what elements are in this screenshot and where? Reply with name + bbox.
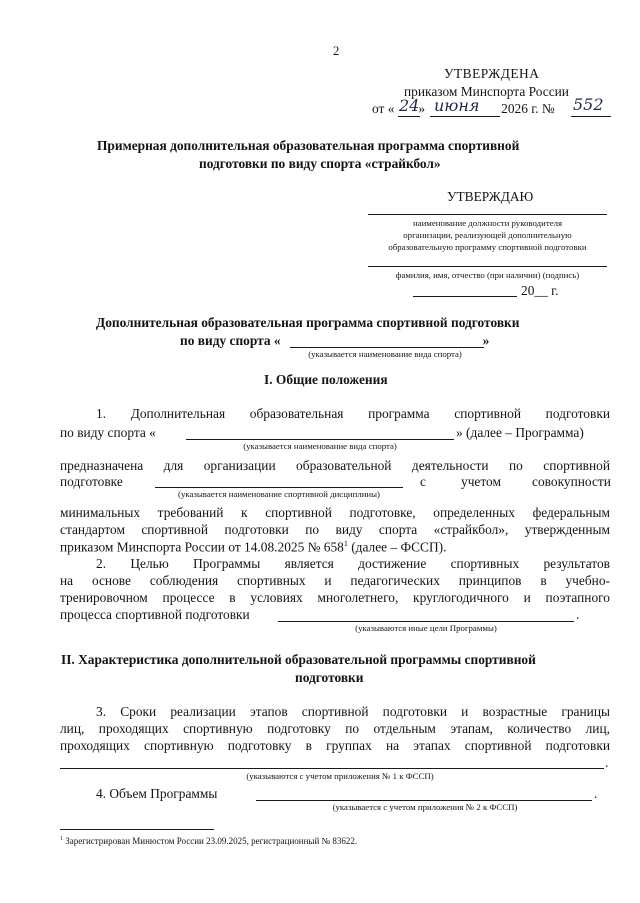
p2-goals-caption: (указываются иные цели Программы) <box>355 623 497 633</box>
p1-line6: стандартом спортивной подготовки по виду спорта «страйкбол», утвержденным <box>60 522 610 537</box>
name-signature-underline <box>368 266 607 267</box>
section1-heading: I. Общие положения <box>264 372 388 387</box>
p1-line4-suffix: совокупности <box>532 474 611 489</box>
p1-line7-end: (далее – ФССП). <box>347 539 447 555</box>
order-number-underline <box>571 116 611 117</box>
p1-discipline-caption: (указывается наименование спортивной дисциплины) <box>178 489 380 499</box>
p1-discipline-underline <box>155 487 403 488</box>
p1-line5: минимальных требований к спортивной подготовке, определенных федеральным <box>60 505 610 520</box>
date-quote-close: » <box>418 101 426 116</box>
p1-line7 <box>60 539 446 555</box>
date-day-underline <box>398 116 420 117</box>
handwritten-month: июня <box>434 96 480 115</box>
date-prefix: от « <box>372 101 395 116</box>
sport-name-underline <box>290 347 484 348</box>
program-title-prefix: по виду спорта « <box>180 333 281 348</box>
p3-line2: лиц, проходящих спортивную подготовку по отдельным этапам, количество лиц, <box>60 721 610 736</box>
position-caption-1: наименование должности руководителя <box>412 218 563 228</box>
p1-line1: 1. Дополнительная образовательная программа спортивной подготовки <box>96 406 610 421</box>
position-underline <box>368 214 607 215</box>
position-caption-3: образовательную программу спортивной подготовки <box>388 242 587 252</box>
p1-sport-caption: (указывается наименование вида спорта) <box>243 441 397 451</box>
p1-sport-underline <box>186 439 454 440</box>
date-month-underline <box>430 116 500 117</box>
section2-heading-line1: II. Характеристика дополнительной образовательной программы спортивной <box>61 652 536 667</box>
approval-title: УТВЕРЖДЕНА <box>444 66 540 81</box>
program-title-suffix: » <box>482 333 490 348</box>
footnote <box>60 836 357 846</box>
p1-line2-suffix: » (далее – Программа) <box>456 425 584 440</box>
footnote-text: Зарегистрирован Минюстом России 23.09.2025, регистрационный № 83622. <box>65 836 358 846</box>
footnote-separator <box>60 829 214 830</box>
p3-line3: проходящих спортивную подготовку в группах на этапах спортивной подготовки <box>60 738 610 753</box>
p1-line4-mid: с <box>420 474 426 489</box>
footnote-reference: 1 <box>343 539 348 548</box>
date-year-number: 2026 г. № <box>501 101 555 116</box>
p1-line2-prefix: по виду спорта « <box>60 425 156 440</box>
approve-date-underline <box>413 296 517 297</box>
p3-caption: (указываются с учетом приложения № 1 к ФССП) <box>246 771 434 781</box>
p3-line1: 3. Сроки реализации этапов спортивной подготовки и возрастные границы <box>96 704 610 719</box>
approval-order-line: приказом Минспорта России <box>404 84 569 99</box>
p4-caption: (указывается с учетом приложения № 2 к ФССП) <box>332 802 518 812</box>
main-title-line1: Примерная дополнительная образовательная программа спортивной <box>97 138 520 153</box>
p2-line2: на основе соблюдения спортивных и педагогических принципов в учебно- <box>60 573 610 588</box>
p1-line4-mid2: учетом <box>461 474 501 489</box>
section2-heading-line2: подготовки <box>295 670 364 685</box>
p3-stages-underline <box>60 768 604 769</box>
p2-line4-prefix: процесса спортивной подготовки <box>60 607 250 622</box>
program-title-line1: Дополнительная образовательная программа спортивной подготовки <box>96 315 520 330</box>
p2-line1: 2. Целью Программы является достижение спортивных результатов <box>96 556 610 571</box>
main-title-line2: подготовки по виду спорта «страйкбол» <box>199 156 441 171</box>
p3-line4-suffix: . <box>605 755 609 770</box>
approve-year: 20__ г. <box>521 283 559 298</box>
p2-goals-underline <box>278 621 574 622</box>
handwritten-day: 24 <box>399 96 420 115</box>
handwritten-number: 552 <box>573 95 604 114</box>
approve-title: УТВЕРЖДАЮ <box>447 189 534 204</box>
position-caption-2: организации, реализующей дополнительную <box>403 230 572 240</box>
page-number: 2 <box>333 44 340 58</box>
p2-line4-suffix: . <box>576 607 580 622</box>
p2-line3: тренировочном процессе в условиях многолетнего, круглогодичного и поэтапного <box>60 590 610 605</box>
p4-prefix: 4. Объем Программы <box>96 786 218 801</box>
p1-line3: предназначена для организации образовательной деятельности по спортивной <box>60 458 610 473</box>
p1-line7-text: приказом Минспорта России от 14.08.2025 № 658 <box>60 539 344 555</box>
p4-volume-underline <box>256 800 592 801</box>
footnote-mark: 1 <box>60 836 63 842</box>
name-signature-caption: фамилия, имя, отчество (при наличии) (подпись) <box>395 270 580 280</box>
sport-name-caption: (указывается наименование вида спорта) <box>308 349 462 359</box>
p1-line4-prefix: подготовке <box>60 474 123 489</box>
p4-suffix: . <box>594 786 598 801</box>
